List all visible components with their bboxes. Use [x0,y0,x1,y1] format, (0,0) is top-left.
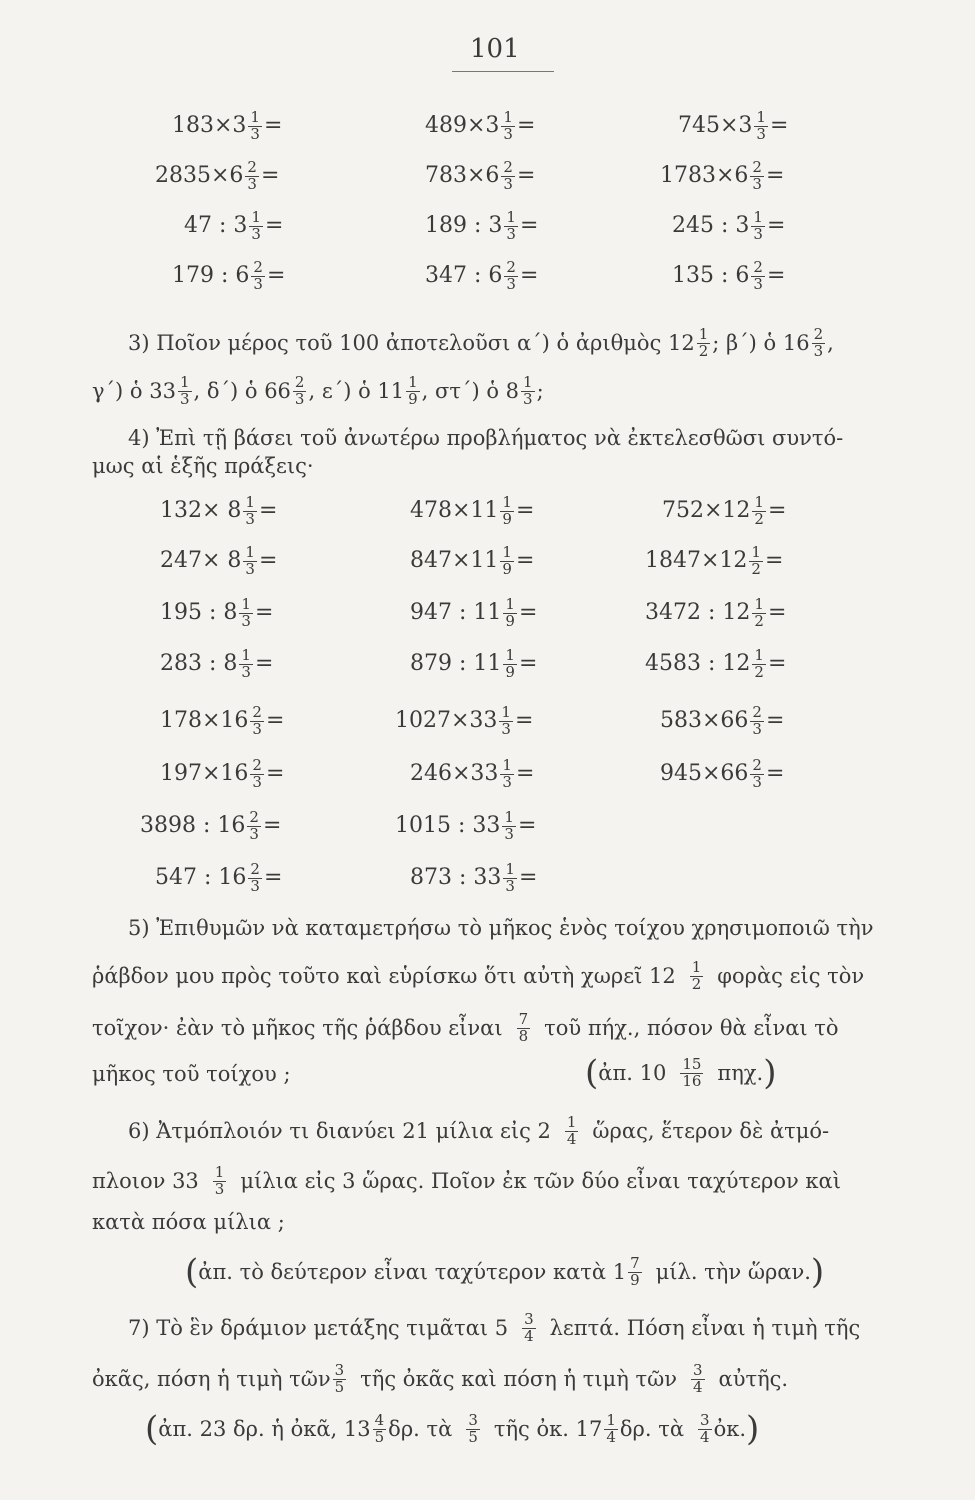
exercise-expression: 189 : 3 $\frac{1}{3}$ = [425,208,539,243]
exercise-expression: 183×3 $\frac{1}{3}$ = [172,108,283,143]
exercise-expression: 583×66 $\frac{2}{3}$ = [660,703,785,738]
exercise-expression: 246×33 $\frac{1}{3}$ = [410,756,535,791]
exercise-expression: 873 : 33 $\frac{1}{3}$ = [410,860,538,895]
exercise-expression: 1783×6 $\frac{2}{3}$ = [660,158,785,193]
exercise-expression: 135 : 6 $\frac{2}{3}$ = [672,258,786,293]
exercise-expression: 3472 : 12 $\frac{1}{2}$ = [645,595,787,630]
exercise-expression: 1015 : 33 $\frac{1}{3}$ = [395,808,537,843]
problem-5-line-3: τοῖχον· ἐὰν τὸ μῆκος τῆς ῥάβδου εἶναι $\frac{7}{8}$ τοῦ πήχ., πόσον θὰ εἶναι τὸ [92,1010,839,1045]
problem-5-line-2: ῥάβδον μου πρὸς τοῦτο καὶ εὑρίσκω ὅτι αὐτὴ χωρεῖ 12 $\frac{1}{2}$ φορὰς εἰς τὸν [92,958,865,993]
exercise-expression: 2835×6 $\frac{2}{3}$ = [155,158,280,193]
exercise-expression: 47 : 3 $\frac{1}{3}$ = [184,208,284,243]
exercise-expression: 347 : 6 $\frac{2}{3}$ = [425,258,539,293]
exercise-expression: 752×12 $\frac{1}{2}$ = [662,493,787,528]
exercise-expression: 3898 : 16 $\frac{2}{3}$ = [140,808,282,843]
exercise-expression: 478×11 $\frac{1}{9}$ = [410,493,535,528]
problem-5-line-1: 5) Ἐπιθυμῶν νὰ καταμετρήσω τὸ μῆκος ἑνὸς τοίχου χρησιμοποιῶ τὴν [128,916,874,940]
problem-5-answer: ( ἀπ. 10 $\frac{15}{16}$ πηχ. ) [585,1053,777,1093]
exercise-expression: 132× 8 $\frac{1}{3}$ = [160,493,278,528]
problem-5-line-4: μῆκος τοῦ τοίχου ; [92,1062,291,1086]
problem-7-line-1: 7) Τὸ ἓν δράμιον μετάξης τιμᾶται 5 $\frac{3}{4}$ λεπτά. Πόση εἶναι ἡ τιμὴ τῆς [128,1310,861,1345]
exercise-expression: 4583 : 12 $\frac{1}{2}$ = [645,646,787,681]
exercise-expression: 547 : 16 $\frac{2}{3}$ = [155,860,283,895]
exercise-expression: 178×16 $\frac{2}{3}$ = [160,703,285,738]
problem-4-line-1: 4) Ἐπὶ τῇ βάσει τοῦ ἀνωτέρω προβλήματος νὰ ἐκτελεσθῶσι συντό- [128,426,844,450]
exercise-expression: 847×11 $\frac{1}{9}$ = [410,543,535,578]
exercise-expression: 197×16 $\frac{2}{3}$ = [160,756,285,791]
problem-6-line-1: 6) Ἀτμόπλοιόν τι διανύει 21 μίλια εἰς 2 $\frac{1}{4}$ ὥρας, ἕτερον δὲ ἀτμό- [128,1113,830,1148]
problem-6-line-2: πλοιον 33 $\frac{1}{3}$ μίλια εἰς 3 ὥρας. Ποῖον ἐκ τῶν δύο εἶναι ταχύτερον καὶ [92,1163,841,1198]
problem-4-line-2: μως αἱ ἑξῆς πράξεις· [92,454,314,478]
exercise-expression: 879 : 11 $\frac{1}{9}$ = [410,646,538,681]
problem-7-line-2: ὀκᾶς, πόση ἡ τιμὴ τῶν $\frac{3}{5}$ τῆς ὀκᾶς καὶ πόση ἡ τιμὴ τῶν $\frac{3}{4}$ αὐτῆς. [92,1361,789,1396]
exercise-expression: 1027×33 $\frac{1}{3}$ = [395,703,534,738]
exercise-expression: 195 : 8 $\frac{1}{3}$ = [160,595,274,630]
problem-3-line-2: γ΄) ὁ 33 $\frac{1}{3}$ , δ΄) ὁ 66 $\frac{2}{3}$ , ε΄) ὁ 11 $\frac{1}{9}$ , στ΄) ὁ 8 $\frac{1}{3}$ ; [92,373,544,408]
problem-6-line-3: κατὰ πόσα μίλια ; [92,1210,285,1234]
problem-6-answer: ( ἀπ. τὸ δεύτερον εἶναι ταχύτερον κατὰ 1 $\frac{7}{9}$ μίλ. τὴν ὥραν. ) [185,1252,825,1292]
exercise-expression: 247× 8 $\frac{1}{3}$ = [160,543,278,578]
exercise-expression: 945×66 $\frac{2}{3}$ = [660,756,785,791]
problem-3-line-1: 3) Ποῖον μέρος τοῦ 100 ἀποτελοῦσι α΄) ὁ ἀριθμὸς 12 $\frac{1}{2}$ ; β΄) ὁ 16 $\frac{2}{3}$ , [128,325,834,360]
exercise-expression: 783×6 $\frac{2}{3}$ = [425,158,536,193]
exercise-expression: 1847×12 $\frac{1}{2}$ = [645,543,784,578]
page-number-rule [452,71,554,72]
exercise-expression: 489×3 $\frac{1}{3}$ = [425,108,536,143]
problem-7-answer: ( ἀπ. 23 δρ. ἡ ὀκᾶ, 13 $\frac{4}{5}$ δρ. τὰ $\frac{3}{5}$ τῆς ὀκ. 17 $\frac{1}{4}$ δρ. τὰ $\frac{3}{4}$ ὀκ. ) [145,1409,760,1449]
exercise-expression: 245 : 3 $\frac{1}{3}$ = [672,208,786,243]
page-number: 101 [470,34,520,64]
exercise-expression: 179 : 6 $\frac{2}{3}$ = [172,258,286,293]
exercise-expression: 745×3 $\frac{1}{3}$ = [678,108,789,143]
exercise-expression: 947 : 11 $\frac{1}{9}$ = [410,595,538,630]
exercise-expression: 283 : 8 $\frac{1}{3}$ = [160,646,274,681]
